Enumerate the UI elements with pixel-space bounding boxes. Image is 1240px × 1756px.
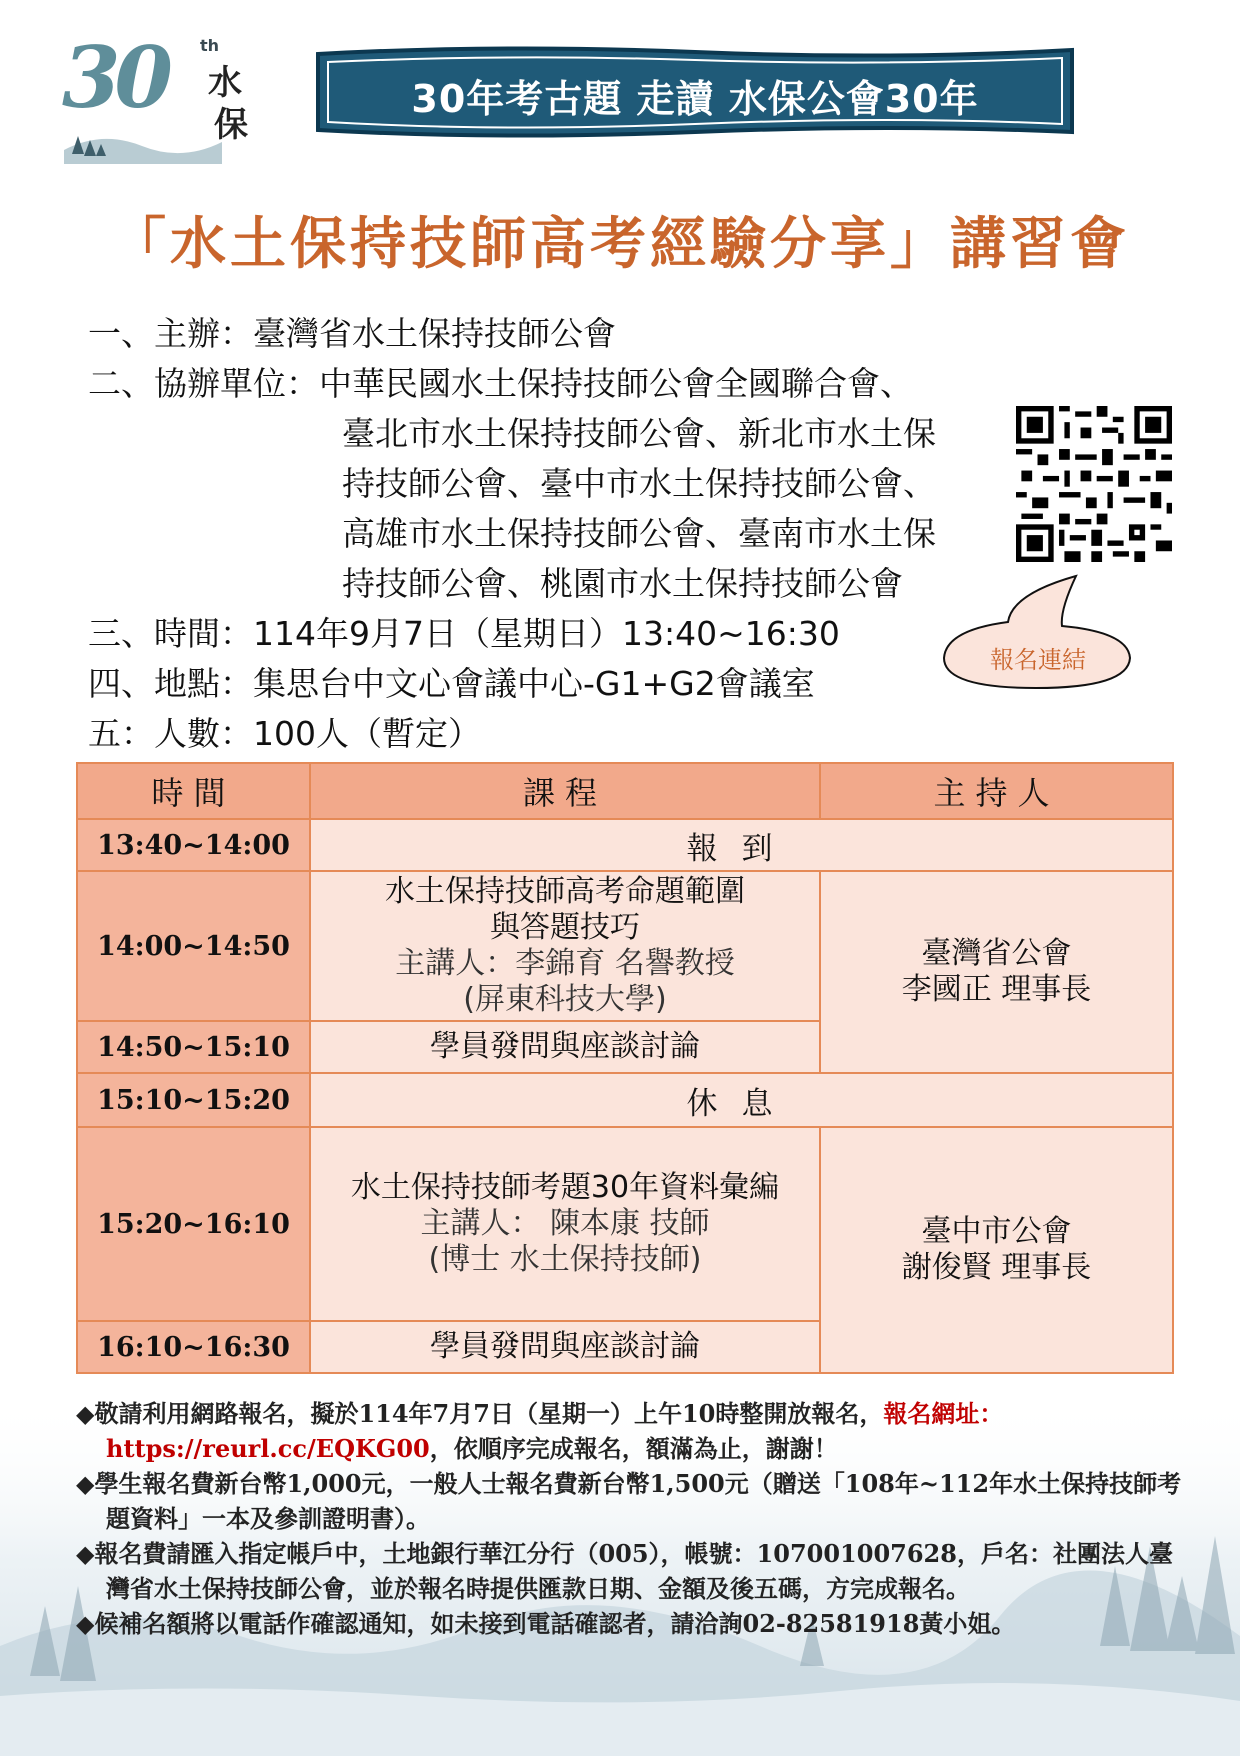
registration-url-label: 報名網址：	[883, 1399, 1004, 1428]
banner-title: 30年考古題 走讀 水保公會30年	[411, 77, 979, 121]
table-row	[77, 819, 1173, 871]
logo-ink-landscape	[62, 120, 262, 164]
registration-link-label: 報名連結	[990, 646, 1086, 674]
registration-link-bubble[interactable]	[940, 570, 1190, 700]
time-line: 三、時間：114年9月7日（星期日）13:40~16:30	[88, 614, 840, 653]
anniversary-logo	[62, 30, 262, 160]
note-1-text: ◆敬請利用網路報名，擬於114年7月7日（星期一）上午10時整開放報名，	[76, 1399, 884, 1428]
table-header-row	[77, 763, 1173, 819]
row-time: 13:40~14:00	[77, 819, 310, 871]
logo-suffix: th	[200, 36, 220, 55]
logo-numeral: 30	[62, 28, 167, 127]
registration-qr-code[interactable]	[1016, 406, 1172, 562]
co-organizer-line-1: 臺北市水土保持技師公會、新北市水土保	[342, 414, 936, 453]
course-title-line-2: 與答題技巧	[490, 910, 640, 945]
bubble-shape	[940, 570, 1190, 700]
title-banner	[300, 40, 1090, 140]
schedule-table	[76, 762, 1174, 1374]
table-row	[77, 871, 1173, 1021]
host-person: 李國正 理事長	[901, 972, 1092, 1007]
header-course: 課程	[310, 763, 820, 819]
place-line: 四、地點：集思台中文心會議中心-G1+G2會議室	[88, 664, 815, 703]
row-course: 學員發問與座談討論	[310, 1021, 820, 1073]
note-1-tail: ，依順序完成報名，額滿為止，謝謝！	[429, 1434, 838, 1463]
row-course: 學員發問與座談討論	[310, 1321, 820, 1373]
table-row	[77, 1073, 1173, 1127]
course-title-line-1: 水土保持技師高考命題範圍	[385, 874, 745, 909]
row-time: 15:20~16:10	[77, 1127, 310, 1321]
note-4: ◆候補名額將以電話作確認通知，如未接到電話確認者，請洽詢02-82581918黃小姐。	[76, 1609, 1016, 1638]
co-organizer-line-2: 持技師公會、臺中市水土保持技師公會、	[342, 464, 936, 503]
co-organizer-line-3: 高雄市水土保持技師公會、臺南市水土保	[342, 514, 936, 553]
course-speaker: 主講人：李錦育 名譽教授	[395, 946, 735, 981]
registration-url-link[interactable]: https://reurl.cc/EQKG00	[106, 1434, 430, 1463]
row-time: 14:50~15:10	[77, 1021, 310, 1073]
host-org: 臺中市公會	[921, 1214, 1072, 1249]
host-org: 臺灣省公會	[921, 936, 1072, 971]
course-affiliation: (屏東科技大學)	[463, 982, 667, 1017]
course-speaker: 主講人： 陳本康 技師	[420, 1206, 710, 1241]
row-time: 15:10~15:20	[77, 1073, 310, 1127]
row-time: 16:10~16:30	[77, 1321, 310, 1373]
row-course: 報到	[310, 819, 1173, 871]
header-host: 主持人	[820, 763, 1173, 819]
co-organizer-label: 二、協辦單位：中華民國水土保持技師公會全國聯合會、	[88, 364, 913, 403]
organizer-line: 一、主辦：臺灣省水土保持技師公會	[88, 314, 616, 353]
row-course	[310, 871, 820, 1021]
course-affiliation: (博士 水土保持技師)	[428, 1242, 702, 1277]
host-cell-2	[820, 1127, 1173, 1373]
host-person: 謝俊賢 理事長	[901, 1250, 1092, 1285]
logo-kanji-1: 水	[208, 63, 242, 103]
people-line: 五：人數：100人（暫定）	[88, 714, 481, 753]
table-row	[77, 1127, 1173, 1321]
row-time: 14:00~14:50	[77, 871, 310, 1021]
host-cell-1	[820, 871, 1173, 1073]
page-title: 「水土保持技師高考經驗分享」講習會	[110, 211, 1130, 277]
logo-kanji-2: 保	[214, 105, 248, 145]
course-title-line-1: 水土保持技師考題30年資料彙編	[350, 1170, 780, 1205]
row-course: 休息	[310, 1073, 1173, 1127]
note-1	[76, 1396, 1186, 1466]
row-course	[310, 1127, 820, 1321]
header-time: 時間	[77, 763, 310, 819]
note-2: ◆學生報名費新台幣1,000元，一般人士報名費新台幣1,500元（贈送「108年~112年水土保持技師考題資料」一本及參訓證明書）。	[76, 1469, 1182, 1533]
co-organizer-line-4: 持技師公會、桃園市水土保持技師公會	[342, 564, 903, 603]
note-3: ◆報名費請匯入指定帳戶中，土地銀行華江分行（005），帳號：107001007628，戶名：社團法人臺灣省水土保持技師公會，並於報名時提供匯款日期、金額及後五碼，方完成報名。	[76, 1539, 1173, 1603]
registration-notes	[76, 1396, 1186, 1641]
